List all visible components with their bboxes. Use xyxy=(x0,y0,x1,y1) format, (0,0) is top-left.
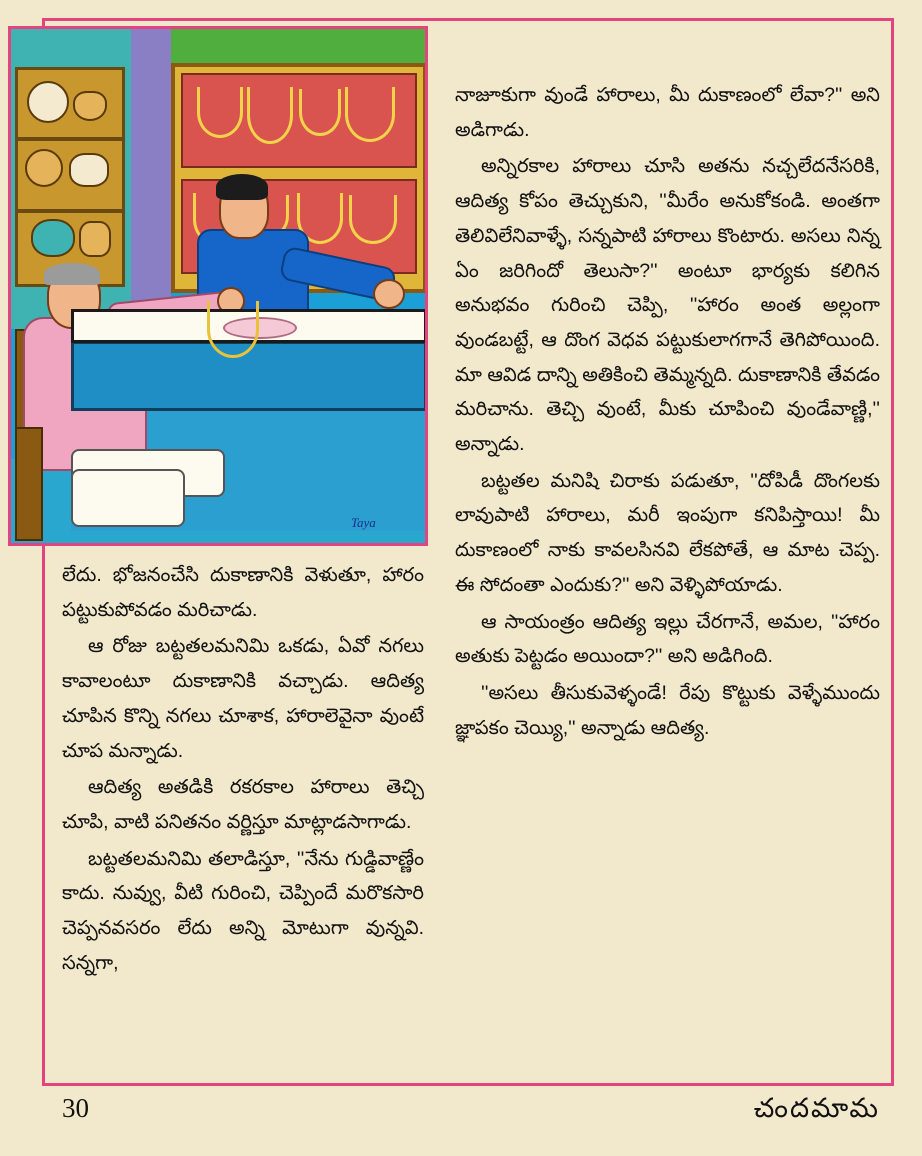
necklace-held xyxy=(207,301,259,358)
illustration-jewellery-shop xyxy=(8,26,428,546)
wall-green-band xyxy=(171,29,427,63)
artist-signature: Taya xyxy=(351,515,376,530)
paragraph: బట్టతల మనిషి చిరాకు పడుతూ, ''దోపిడీ దొంగలకు లావుపాటి హారాలు, మరీ ఇంపుగా కనిపిస్తాయి! మీ దుకాణంలో నాకు కావలసినవి లేకపోతే, ఆ మాట చెప్ప. ఈ సోదంతా ఎందుకు?'' అని వెళ్ళిపోయాడు. xyxy=(455,469,880,596)
necklace-display xyxy=(197,87,243,138)
paragraph: బట్టతలమనిమి తలాడిస్తూ, ''నేను గుడ్డివాణ్ణేం కాదు. నువ్వు, వీటి గురించి, చెప్పిందే మరొకసారి చెప్పనవసరం లేదు అన్ని మోటుగా వున్నవి. సన్నగా, xyxy=(62,847,424,974)
magazine-title: చందమామ xyxy=(753,1093,880,1123)
pot-round xyxy=(27,81,69,123)
paragraph: నాజూకుగా వుండే హారాలు, మీ దుకాణంలో లేవా?'' అని అడిగాడు. xyxy=(455,84,880,141)
pot-small xyxy=(79,221,111,257)
paragraph: ఆ రోజు బట్టతలమనిమి ఒకడు, ఏవో నగలు కావాలంటూ దుకాణానికి వచ్చాడు. ఆదిత్య చూపిన కొన్ని నగలు చూశాక, హారాలెవైనా వుంటే చూప మన్నాడు. xyxy=(62,635,424,762)
customer-hair xyxy=(44,263,100,285)
pot-blue xyxy=(31,219,75,257)
shopkeeper-hand xyxy=(373,279,405,309)
paragraph: అన్నిరకాల హారాలు చూసి అతను నచ్చలేదనేసరికి, ఆదిత్య కోపం తెచ్చుకుని, ''మీరేం అనుకోకండి. అంతగా తెలివిలేనివాళ్ళే, సన్నపాటి హారాలు కొంటారు. అసలు నిన్న ఏం జరిగిందో తెలుసా?'' అంటూ భార్యకు కలిగిన అనుభవం గురించి చెప్పి, ''హారం అంత అల్లంగా వుండబట్టే, ఆ దొంగ వెధవ పట్టుకులాగగానే తెగిపోయింది. మా ఆవిడ దాన్ని అతికించి తెమ్మన్నది. దుకాణానికి తేవడం మరిచాను. తెచ్చి వుంటే, మీకు చూపించి వుండేవాణ్ణి,'' అన్నాడు. xyxy=(455,155,880,456)
pot-bowl xyxy=(73,91,107,121)
pot-vase xyxy=(69,153,109,187)
customer-legs-lower xyxy=(71,469,185,527)
paragraph: లేదు. భోజనంచేసి దుకాణానికి వెళుతూ, హారం పట్టుకుపోవడం మరిచాడు. xyxy=(62,564,424,621)
paragraph: ఆ సాయంత్రం ఆదిత్య ఇల్లు చేరగానే, అమల, ''హారం అతుకు పెట్టడం అయిందా?'' అని అడిగింది. xyxy=(455,610,880,668)
necklace-display xyxy=(345,87,395,142)
shelf-divider xyxy=(15,137,125,141)
wall-pillar xyxy=(131,29,171,329)
shelf-divider xyxy=(15,209,125,213)
necklace-display xyxy=(247,87,293,144)
paragraph: ఆదిత్య అతడికి రకరకాల హారాలు తెచ్చి చూపి, వాటి పనితనం వర్ణిస్తూ మాట్లాడసాగాడు. xyxy=(62,776,424,833)
chair-leg xyxy=(15,427,43,541)
necklace-display xyxy=(349,195,397,244)
paragraph: ''అసలు తీసుకువెళ్ళండే! రేపు కొట్టుకు వెళ్ళేముందు జ్ఞాపకం చెయ్యి,'' అన్నాడు ఆదిత్య. xyxy=(455,681,880,739)
necklace-display xyxy=(299,89,341,136)
text-column-right xyxy=(455,78,880,747)
page-number: 30 xyxy=(62,1093,89,1123)
pot-jar xyxy=(25,149,63,187)
shopkeeper-hair xyxy=(216,174,268,200)
text-column-left xyxy=(62,558,424,982)
